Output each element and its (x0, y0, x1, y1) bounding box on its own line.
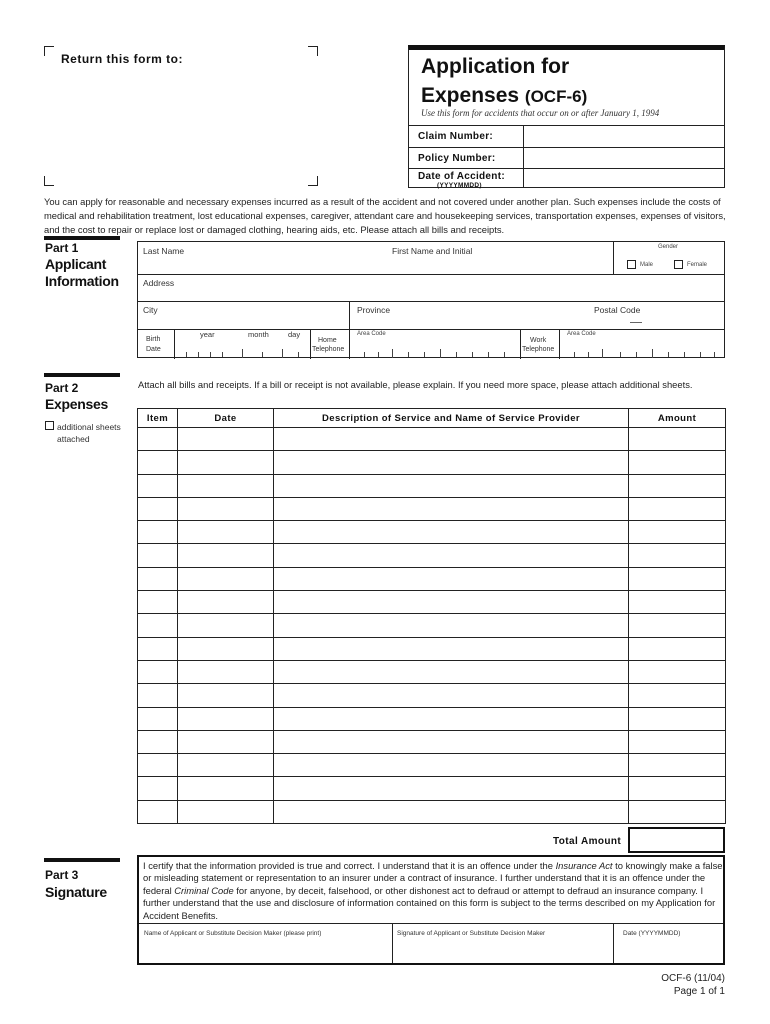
part3-title: Signature (45, 884, 107, 900)
table-row (138, 521, 726, 544)
work-tel-divider (520, 329, 521, 359)
work-tick (636, 352, 637, 357)
description-cell[interactable] (274, 567, 629, 590)
address-label: Address (143, 278, 175, 288)
policy-number-label: Policy Number: (418, 153, 496, 164)
gender-divider (613, 242, 614, 274)
first-name-label: First Name and Initial (392, 246, 473, 256)
home-tick (378, 352, 379, 357)
additional-sheets-checkbox[interactable] (45, 421, 54, 430)
table-row (138, 451, 726, 474)
item-cell[interactable] (138, 544, 178, 567)
part1-title-line1: Applicant (45, 256, 107, 272)
female-checkbox[interactable] (674, 260, 683, 269)
date-cell[interactable] (178, 707, 274, 730)
home-tel-field-divider (349, 329, 350, 359)
date-cell[interactable] (178, 684, 274, 707)
table-row (138, 544, 726, 567)
cert-text-3: for anyone, by deceit, falsehood, or other dishonest act to defraud or attempt to defraud an insurance company. I further understand that the use and disclosure of information contained on this form is subject to the terms described on my Application for Accident Benefits. (143, 884, 716, 921)
item-cell[interactable] (138, 754, 178, 777)
home-tick (456, 352, 457, 357)
description-cell[interactable] (274, 800, 629, 823)
month-label: month (248, 330, 269, 339)
home-tel-label-line1: Home (318, 337, 337, 344)
expenses-instructions: Attach all bills and receipts. If a bill or receipt is not available, please explain. If you need more space, please attach additional sheets. (138, 379, 693, 390)
part2-title: Expenses (45, 396, 108, 412)
birth-date-divider (174, 329, 175, 359)
return-corner-bottom-left (44, 176, 54, 186)
cert-criminal-code: Criminal Code (174, 884, 234, 896)
work-tick (668, 352, 669, 357)
table-row (138, 497, 726, 520)
table-row (138, 707, 726, 730)
signature-divider (392, 923, 393, 963)
amount-cell[interactable] (629, 660, 726, 683)
signature-date-label: Date (YYYYMMDD) (623, 930, 681, 937)
return-to-label: Return this form to: (61, 52, 183, 66)
work-tick (588, 352, 589, 357)
row-divider-3 (138, 329, 724, 330)
table-row (138, 428, 726, 451)
part1-bar (44, 236, 120, 240)
table-row (138, 730, 726, 753)
description-cell[interactable] (274, 754, 629, 777)
date-cell[interactable] (178, 567, 274, 590)
province-label: Province (357, 305, 391, 315)
form-title-word: Expenses (421, 84, 520, 107)
table-row (138, 637, 726, 660)
description-cell[interactable] (274, 707, 629, 730)
description-cell[interactable] (274, 777, 629, 800)
signature-row-divider (139, 923, 723, 924)
part3-bar (44, 858, 120, 862)
date-divider (613, 923, 614, 963)
amount-cell[interactable] (629, 614, 726, 637)
title-box (408, 45, 725, 188)
part2-number: Part 2 (45, 381, 79, 395)
item-cell[interactable] (138, 428, 178, 451)
table-row (138, 684, 726, 707)
item-cell[interactable] (138, 591, 178, 614)
amount-cell[interactable] (629, 428, 726, 451)
form-title-line1: Application for (421, 55, 570, 78)
amount-cell[interactable] (629, 707, 726, 730)
item-cell[interactable] (138, 637, 178, 660)
date-of-accident-format: (YYYYMMDD) (437, 182, 482, 189)
home-tel-label-line2: Telephone (312, 346, 345, 353)
description-cell[interactable] (274, 451, 629, 474)
male-label: Male (640, 262, 654, 268)
expenses-table-body (138, 428, 726, 824)
date-cell[interactable] (178, 544, 274, 567)
description-cell[interactable] (274, 474, 629, 497)
claim-number-divider (523, 126, 524, 147)
expenses-table (137, 408, 726, 824)
form-subtitle: Use this form for accidents that occur on or after January 1, 1994 (421, 108, 660, 118)
amount-cell[interactable] (629, 730, 726, 753)
total-amount-field[interactable] (628, 827, 725, 853)
birth-tick (198, 352, 199, 357)
home-area-code-label: Area Code (357, 331, 386, 337)
table-row (138, 777, 726, 800)
description-cell[interactable] (274, 591, 629, 614)
table-row (138, 800, 726, 823)
home-tick (472, 352, 473, 357)
row-divider-2 (138, 301, 724, 302)
birth-date-label-line1: Birth (146, 336, 161, 343)
additional-sheets-line2: attached (57, 434, 90, 444)
birth-tick (298, 352, 299, 357)
item-cell[interactable] (138, 451, 178, 474)
amount-cell[interactable] (629, 474, 726, 497)
total-amount-label: Total Amount (553, 836, 622, 847)
col-header-amount: Amount (629, 409, 726, 428)
home-tick (488, 352, 489, 357)
birth-tick (282, 349, 283, 358)
amount-cell[interactable] (629, 637, 726, 660)
claim-number-label: Claim Number: (418, 131, 494, 142)
date-of-accident-row[interactable] (409, 168, 724, 188)
date-cell[interactable] (178, 660, 274, 683)
return-corner-bottom-right (308, 176, 318, 186)
description-cell[interactable] (274, 497, 629, 520)
amount-cell[interactable] (629, 451, 726, 474)
amount-cell[interactable] (629, 591, 726, 614)
amount-cell[interactable] (629, 544, 726, 567)
date-cell[interactable] (178, 777, 274, 800)
work-tick (620, 352, 621, 357)
item-cell[interactable] (138, 521, 178, 544)
item-cell[interactable] (138, 614, 178, 637)
city-label: City (143, 305, 158, 315)
description-cell[interactable] (274, 544, 629, 567)
part1-number: Part 1 (45, 241, 79, 255)
certification-text (143, 860, 723, 922)
amount-cell[interactable] (629, 684, 726, 707)
amount-cell[interactable] (629, 497, 726, 520)
item-cell[interactable] (138, 660, 178, 683)
postal-code-dash (630, 322, 642, 323)
postal-code-label: Postal Code (594, 305, 641, 315)
birth-tick (210, 352, 211, 357)
form-title-line2 (421, 84, 587, 108)
work-tick (684, 352, 685, 357)
additional-sheets-label (57, 421, 121, 445)
date-cell[interactable] (178, 451, 274, 474)
cert-text-2: to knowingly make a false or misleading statement or representation to an insurer under a contract of insurance. I further understand that it is an offence under the federal (143, 860, 723, 896)
part3-number: Part 3 (45, 868, 79, 882)
cert-text-1: I certify that the information provided is true and correct. I understand that it is an offence under the (143, 860, 556, 871)
col-header-item: Item (138, 409, 178, 428)
work-area-code-label: Area Code (567, 331, 596, 337)
work-tick (652, 349, 653, 358)
part1-title-line2: Information (45, 273, 119, 289)
date-of-accident-label: Date of Accident: (418, 171, 505, 182)
work-tick (700, 352, 701, 357)
return-corner-top-right (308, 46, 318, 56)
work-tick (574, 352, 575, 357)
policy-number-divider (523, 148, 524, 168)
birth-tick (222, 352, 223, 357)
date-cell[interactable] (178, 800, 274, 823)
date-of-accident-divider (523, 169, 524, 188)
table-row (138, 567, 726, 590)
province-divider (349, 301, 350, 329)
year-label: year (200, 330, 215, 339)
work-tel-field-divider (559, 329, 560, 359)
item-cell[interactable] (138, 730, 178, 753)
intro-text: You can apply for reasonable and necessary expenses incurred as a result of the accident and not covered under another plan. Such expenses include the costs of medical and rehabilitation treatment, lost educational expenses, caregiver, attendant care and housekeeping services, transportation expenses, expenses of visitors, and the cost to repair or replace lost or damaged clothing, hearing aids, etc. Please attach all bills and receipts. (44, 196, 726, 235)
home-tick (440, 349, 441, 358)
item-cell[interactable] (138, 567, 178, 590)
date-cell[interactable] (178, 637, 274, 660)
table-row (138, 660, 726, 683)
form-id: OCF-6 (11/04) (661, 973, 725, 984)
return-corner-top-left (44, 46, 54, 56)
description-cell[interactable] (274, 660, 629, 683)
applicant-info-box (137, 241, 725, 358)
work-tick (602, 349, 603, 358)
date-cell[interactable] (178, 428, 274, 451)
amount-cell[interactable] (629, 567, 726, 590)
home-tick (424, 352, 425, 357)
birth-tick (262, 352, 263, 357)
signature-box (137, 855, 725, 965)
gender-label: Gender (658, 244, 679, 250)
date-cell[interactable] (178, 730, 274, 753)
birth-tick (186, 352, 187, 357)
col-header-date: Date (178, 409, 274, 428)
claim-number-row[interactable] (409, 125, 724, 147)
home-tick (392, 349, 393, 358)
item-cell[interactable] (138, 497, 178, 520)
amount-cell[interactable] (629, 777, 726, 800)
work-tel-label-line2: Telephone (522, 346, 555, 353)
work-tel-label-line1: Work (530, 337, 547, 344)
table-row (138, 614, 726, 637)
date-cell[interactable] (178, 591, 274, 614)
male-checkbox[interactable] (627, 260, 636, 269)
date-cell[interactable] (178, 497, 274, 520)
date-cell[interactable] (178, 754, 274, 777)
part2-bar (44, 373, 120, 377)
form-code: (OCF-6) (524, 87, 588, 106)
home-tick (504, 352, 505, 357)
date-cell[interactable] (178, 614, 274, 637)
day-label: day (288, 330, 301, 339)
item-cell[interactable] (138, 474, 178, 497)
signature-label: Signature of Applicant or Substitute Decision Maker (397, 930, 546, 937)
table-row (138, 591, 726, 614)
home-tick (408, 352, 409, 357)
item-cell[interactable] (138, 707, 178, 730)
applicant-name-label: Name of Applicant or Substitute Decision Maker (please print) (144, 930, 322, 937)
description-cell[interactable] (274, 730, 629, 753)
description-cell[interactable] (274, 637, 629, 660)
amount-cell[interactable] (629, 800, 726, 823)
female-label: Female (687, 262, 708, 268)
additional-sheets-line1: additional sheets (57, 422, 121, 432)
table-row (138, 754, 726, 777)
amount-cell[interactable] (629, 754, 726, 777)
last-name-label: Last Name (143, 246, 185, 256)
table-row (138, 474, 726, 497)
home-tick (364, 352, 365, 357)
description-cell[interactable] (274, 684, 629, 707)
item-cell[interactable] (138, 684, 178, 707)
birth-tick (242, 349, 243, 358)
amount-cell[interactable] (629, 521, 726, 544)
expenses-header-row (138, 409, 726, 428)
item-cell[interactable] (138, 777, 178, 800)
cert-insurance-act: Insurance Act (555, 860, 613, 871)
date-cell[interactable] (178, 521, 274, 544)
page-number: Page 1 of 1 (673, 986, 725, 997)
col-header-description: Description of Service and Name of Service Provider (274, 409, 629, 428)
policy-number-row[interactable] (409, 147, 724, 168)
birth-date-label-line2: Date (146, 346, 161, 353)
row-divider-1 (138, 274, 724, 275)
description-cell[interactable] (274, 614, 629, 637)
description-cell[interactable] (274, 521, 629, 544)
home-tel-divider (310, 329, 311, 359)
work-tick (714, 352, 715, 357)
description-cell[interactable] (274, 428, 629, 451)
item-cell[interactable] (138, 800, 178, 823)
date-cell[interactable] (178, 474, 274, 497)
